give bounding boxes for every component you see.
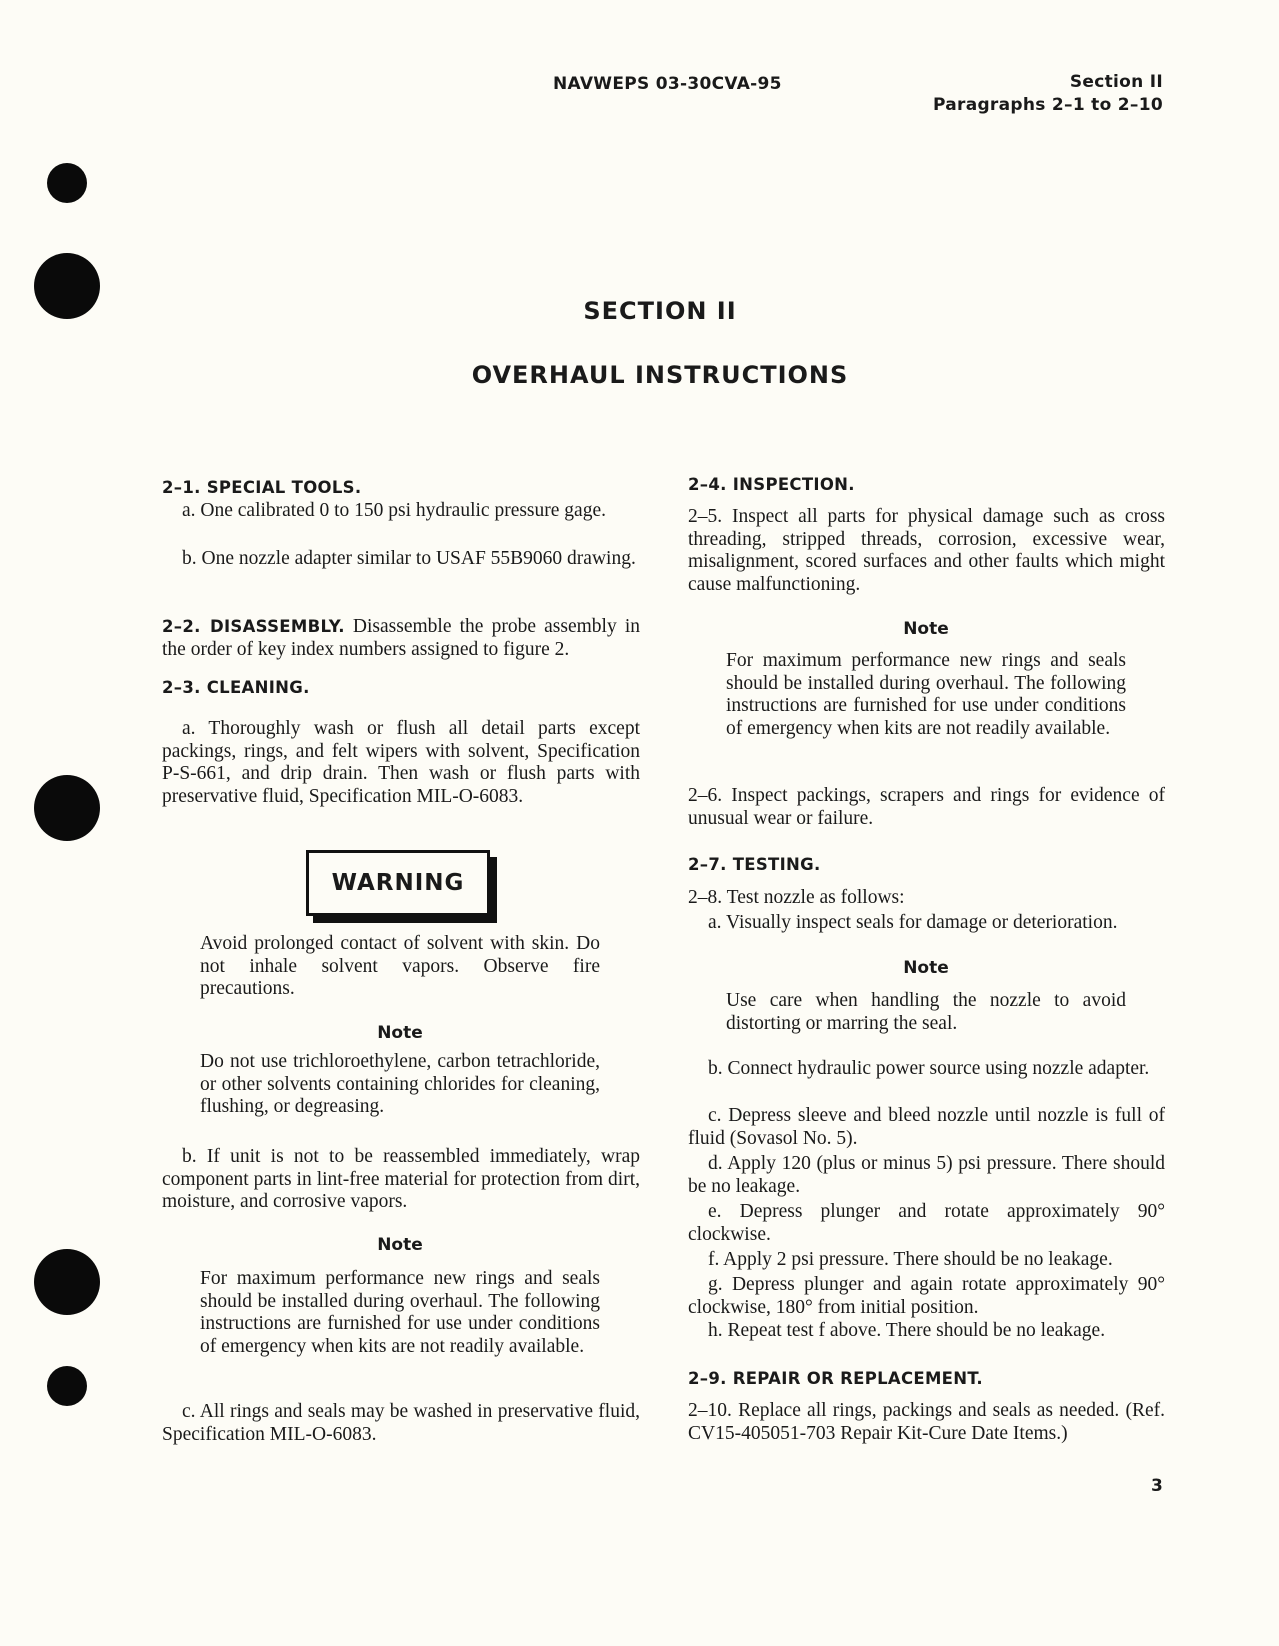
paragraph: b. Connect hydraulic power source using nozzle adapter.: [708, 1058, 1150, 1079]
note-heading: Note: [377, 1023, 423, 1043]
punch-hole: [34, 775, 100, 841]
paragraph-range: Paragraphs 2–1 to 2–10: [932, 95, 1163, 115]
doc-number: NAVWEPS 03-30CVA-95: [553, 74, 782, 94]
note-heading: Note: [903, 619, 949, 639]
note-text: For maximum performance new rings and seals should be installed during overhaul. The following instructions are furnished for use under conditions of emergency when kits are not readily available.: [726, 650, 1126, 739]
section-title: SECTION II: [583, 297, 737, 325]
punch-hole: [34, 1249, 100, 1315]
paragraph: 2–10. Replace all rings, packings and seals as needed. (Ref. CV15-405051-703 Repair Kit-Cure Date Items.): [688, 1400, 1165, 1444]
paragraph: b. One nozzle adapter similar to USAF 55B9060 drawing.: [182, 548, 636, 569]
paragraph: d. Apply 120 (plus or minus 5) psi pressure. There should be no leakage.: [688, 1153, 1165, 1197]
paragraph: g. Depress plunger and again rotate approximately 90° clockwise, 180° from initial position.: [688, 1274, 1165, 1318]
punch-hole: [47, 163, 87, 203]
warning-text: Avoid prolonged contact of solvent with skin. Do not inhale solvent vapors. Observe fire precautions.: [200, 933, 600, 1000]
paragraph: 2–5. Inspect all parts for physical damage such as cross threading, stripped threads, corrosion, excessive wear, misalignment, scored surfaces and other faults which might cause malfunctioning.: [688, 506, 1165, 595]
heading-repair: 2–9. REPAIR OR REPLACEMENT.: [688, 1369, 983, 1388]
warning-box: WARNING: [306, 850, 490, 916]
paragraph: c. Depress sleeve and bleed nozzle until nozzle is full of fluid (Sovasol No. 5).: [688, 1105, 1165, 1149]
page-number: 3: [1151, 1476, 1164, 1496]
paragraph-disassembly: [162, 616, 640, 661]
note-heading: Note: [903, 958, 949, 978]
note-heading: Note: [377, 1235, 423, 1255]
note-text: Use care when handling the nozzle to avoid distorting or marring the seal.: [726, 990, 1126, 1034]
paragraph: f. Apply 2 psi pressure. There should be no leakage.: [708, 1249, 1113, 1270]
heading-disassembly: 2–2. DISASSEMBLY.: [162, 617, 345, 636]
paragraph: a. Visually inspect seals for damage or deterioration.: [708, 912, 1118, 933]
chapter-title: OVERHAUL INSTRUCTIONS: [471, 361, 849, 389]
punch-hole: [47, 1366, 87, 1406]
note-text: For maximum performance new rings and seals should be installed during overhaul. The following instructions are furnished for use under conditions of emergency when kits are not readily available.: [200, 1268, 600, 1357]
paragraph: a. Thoroughly wash or flush all detail parts except packings, rings, and felt wipers with solvent, Specification P-S-661, and drip drain. Then wash or flush parts with preservative fluid, Specification MIL-O-6083.: [162, 718, 640, 807]
paragraph: c. All rings and seals may be washed in preservative fluid, Specification MIL-O-6083.: [162, 1401, 640, 1445]
heading-cleaning: 2–3. CLEANING.: [162, 678, 310, 697]
paragraph: 2–8. Test nozzle as follows:: [688, 887, 905, 908]
heading-inspection: 2–4. INSPECTION.: [688, 475, 855, 494]
paragraph: a. One calibrated 0 to 150 psi hydraulic pressure gage.: [182, 500, 606, 521]
heading-special-tools: 2–1. SPECIAL TOOLS.: [162, 478, 362, 497]
paragraph: b. If unit is not to be reassembled immediately, wrap component parts in lint-free material for protection from dirt, moisture, and corrosive vapors.: [162, 1146, 640, 1213]
section-label: Section II: [1069, 72, 1163, 92]
heading-testing: 2–7. TESTING.: [688, 855, 821, 874]
note-text: Do not use trichloroethylene, carbon tetrachloride, or other solvents containing chlorides for cleaning, flushing, or degreasing.: [200, 1051, 600, 1118]
paragraph: h. Repeat test f above. There should be no leakage.: [708, 1320, 1106, 1341]
paragraph: e. Depress plunger and rotate approximately 90° clockwise.: [688, 1201, 1165, 1245]
paragraph: 2–6. Inspect packings, scrapers and rings for evidence of unusual wear or failure.: [688, 785, 1165, 829]
paragraph-text: Disassemble the probe assembly in the order of key index numbers assigned to figure 2.: [162, 616, 640, 660]
